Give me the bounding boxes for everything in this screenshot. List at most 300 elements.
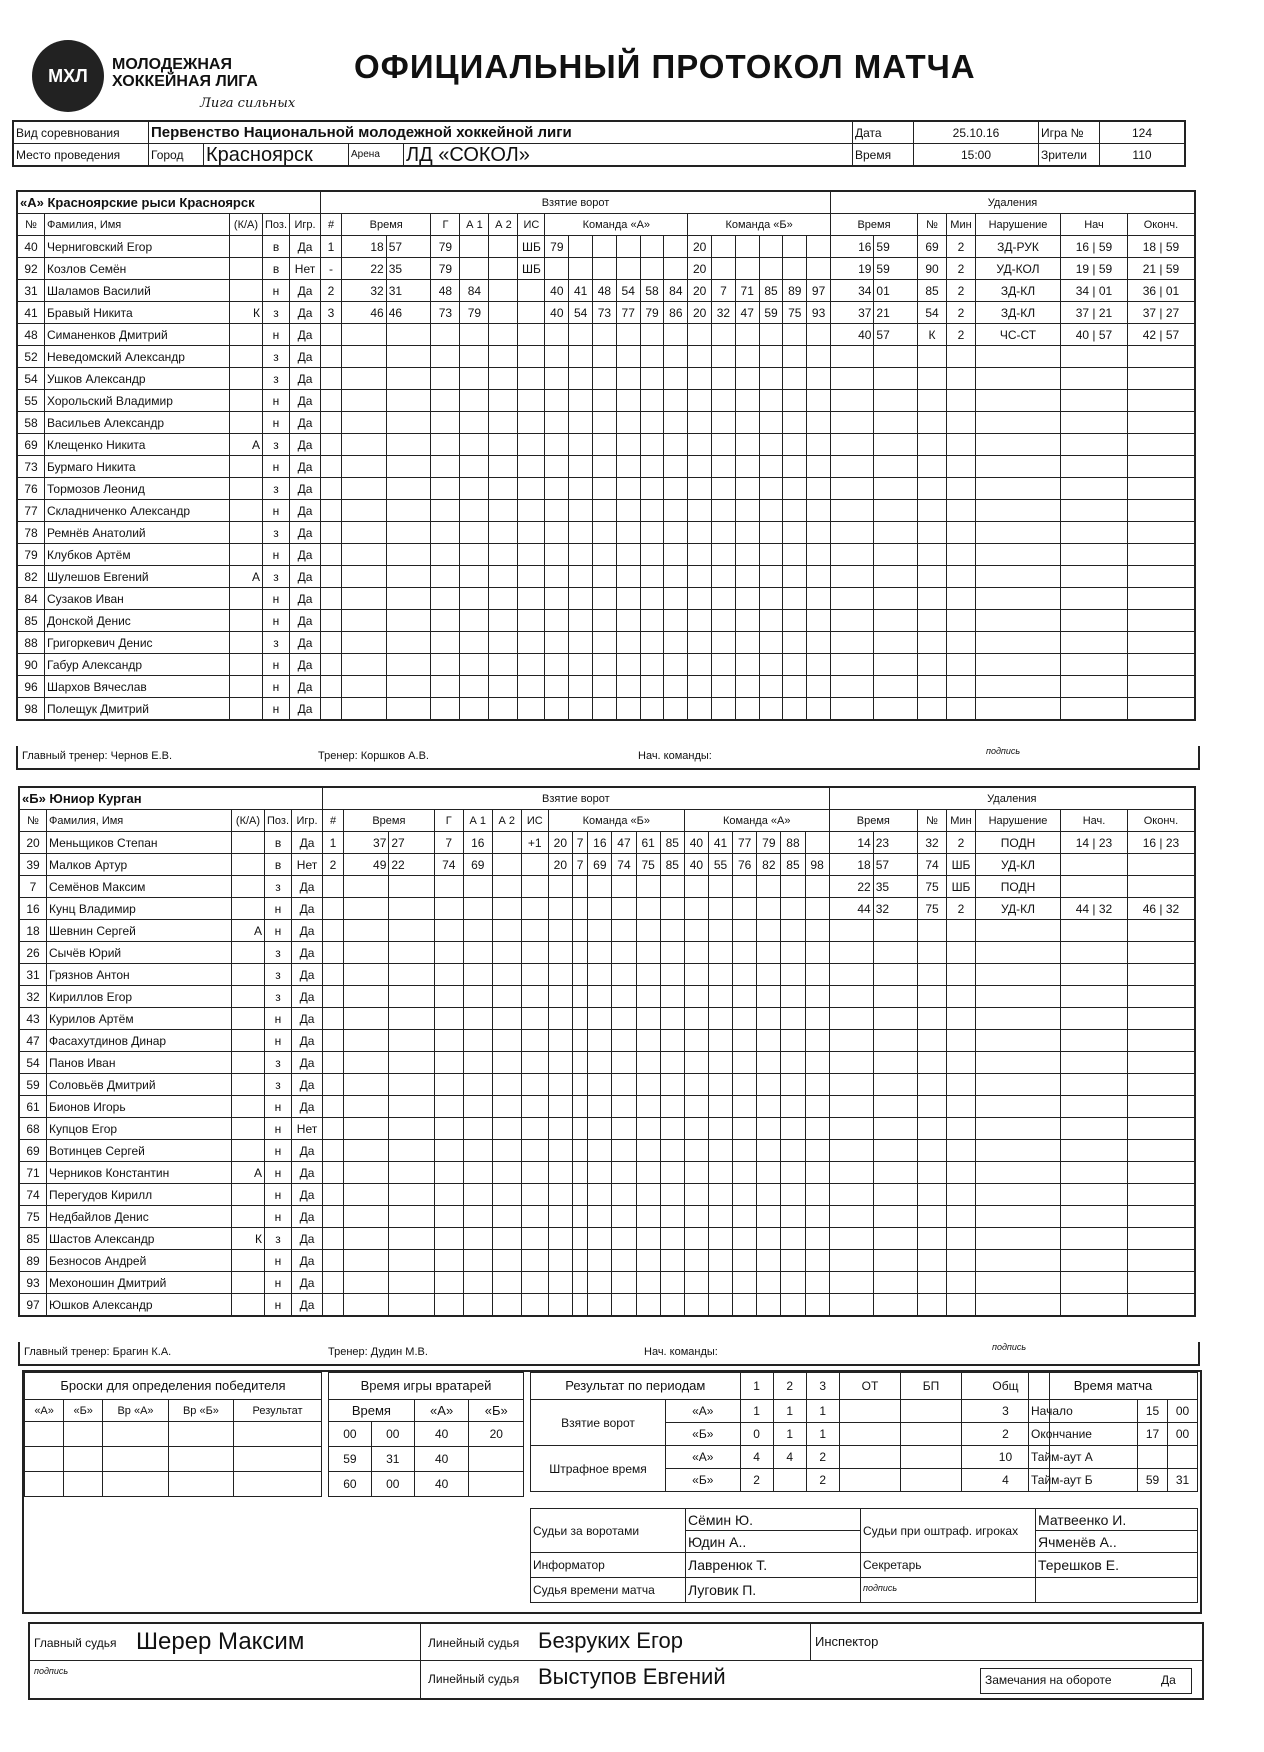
- team-b-goal-num: 1: [323, 832, 344, 854]
- team-a-pen-min: [831, 346, 874, 368]
- team-a-player-row: [17, 632, 1195, 654]
- team-a-goal-scorer: 79: [431, 258, 460, 280]
- team-b-pen-end: [1128, 1118, 1196, 1140]
- period-label-goals: Взятие ворот: [531, 1400, 666, 1446]
- team-b-goal-assist2: [492, 986, 521, 1008]
- team-b-pen-min: [829, 1140, 873, 1162]
- team-a-on-ice-cell: 32: [712, 302, 736, 324]
- team-b-player-played: Нет: [292, 1118, 323, 1140]
- team-b-pen-player: [918, 942, 947, 964]
- team-a-on-ice-cell: [688, 610, 712, 632]
- team-a-player-name: Шаламов Василий: [45, 280, 230, 302]
- team-b-on-ice-cell: [684, 1140, 708, 1162]
- team-b-pen-min: [829, 1184, 873, 1206]
- team-b-goal-assist1: [463, 898, 492, 920]
- team-a-player-role: [230, 632, 263, 654]
- team-b-pen-min: 14: [829, 832, 873, 854]
- team-a-on-ice-cell: [616, 390, 640, 412]
- team-b-goal-min: [344, 1008, 389, 1030]
- team-a-player-role: А: [230, 434, 263, 456]
- team-b-on-ice-cell: [781, 986, 805, 1008]
- team-a-on-ice-cell: [616, 588, 640, 610]
- team-a-goal-situation: [518, 434, 545, 456]
- team-a-on-ice-cell: [616, 478, 640, 500]
- team-b-on-ice-cell: [572, 1162, 587, 1184]
- team-a-player-played: Да: [290, 566, 321, 588]
- team-a-on-ice-cell: [712, 544, 736, 566]
- team-b-pen-start: [1061, 876, 1128, 898]
- team-b-on-ice-cell: [548, 942, 572, 964]
- team-a-on-ice-cell: [640, 368, 664, 390]
- team-a-player-number: 98: [17, 698, 45, 721]
- team-b-player-played: Да: [292, 898, 323, 920]
- team-a-on-ice-cell: [712, 588, 736, 610]
- team-b-player-played: Да: [292, 942, 323, 964]
- team-b-pen-player: [918, 1228, 947, 1250]
- team-a-pen-end: 18 | 59: [1128, 236, 1196, 258]
- team-b-coach: Дудин М.В.: [370, 1346, 428, 1358]
- goalie-time-table: Время игры вратарей Время «А» «Б» 00 00 40 20 59 31 40 60 00 40: [328, 1372, 524, 1497]
- team-b-pen-violation: [976, 1052, 1061, 1074]
- team-b-on-ice-cell: [548, 1008, 572, 1030]
- team-b-player-role: [232, 898, 265, 920]
- team-b-on-ice-cell: [588, 1250, 612, 1272]
- team-a-goal-assist1: [460, 346, 489, 368]
- team-a-on-ice-cell: [688, 676, 712, 698]
- team-b-goal-sec: [389, 1294, 434, 1317]
- team-a-goal-situation: [518, 544, 545, 566]
- team-a-on-ice-cell: [593, 478, 617, 500]
- team-a-player-row: [17, 324, 1195, 346]
- team-b-player-position: з: [265, 1228, 292, 1250]
- team-b-on-ice-cell: [548, 876, 572, 898]
- team-a-pen-min: [831, 566, 874, 588]
- team-a-pen-player: [918, 610, 947, 632]
- team-a-goal-num: -: [321, 258, 342, 280]
- team-a-on-ice-cell: [783, 522, 807, 544]
- match-time-table: Время матча Начало 15 00 Окончание 17 00 Тайм-аут А Тайм-аут Б 59 31: [1028, 1372, 1198, 1492]
- team-a-pen-end: [1128, 390, 1196, 412]
- team-a-on-ice-cell: [735, 390, 759, 412]
- team-b-on-ice-cell: [805, 920, 829, 942]
- match-time-sec: 00: [1168, 1423, 1198, 1446]
- team-b-on-ice-cell: [733, 898, 757, 920]
- team-b-goal-scorer: [434, 920, 463, 942]
- team-b-on-ice-cell: [733, 964, 757, 986]
- team-b-player-name: Черников Константин: [47, 1162, 232, 1184]
- team-a-goal-situation: [518, 390, 545, 412]
- match-time-label: Тайм-аут А: [1029, 1446, 1138, 1469]
- team-a-pen-start: [1061, 412, 1128, 434]
- team-b-goal-assist2: [492, 1184, 521, 1206]
- team-b-player-role: [232, 1052, 265, 1074]
- team-a-on-ice-cell: [783, 676, 807, 698]
- team-a-pen-sec: [874, 500, 918, 522]
- team-a-pen-sec: 57: [874, 324, 918, 346]
- match-time-label: Тайм-аут Б: [1029, 1469, 1138, 1492]
- team-b-goal-min: [344, 1294, 389, 1317]
- team-b-goal-assist1: [463, 1162, 492, 1184]
- team-b-on-ice-cell: [548, 1184, 572, 1206]
- team-a-pen-end: [1128, 412, 1196, 434]
- team-b-on-ice-cell: [805, 1052, 829, 1074]
- team-b-player-played: Да: [292, 1184, 323, 1206]
- team-a-player-played: Да: [290, 412, 321, 434]
- team-a-player-played: Да: [290, 456, 321, 478]
- team-b-on-ice-cell: [636, 876, 660, 898]
- team-a-on-ice-cell: [688, 324, 712, 346]
- team-a-on-ice-cell: [664, 610, 688, 632]
- team-a-goal-assist2: [489, 500, 518, 522]
- team-b-pen-minutes: [947, 1162, 976, 1184]
- team-a-player-role: А: [230, 566, 263, 588]
- team-b-on-ice-cell: [572, 876, 587, 898]
- team-a-pen-player: [918, 478, 947, 500]
- team-b-player-played: Да: [292, 1250, 323, 1272]
- team-a-player-row: [17, 434, 1195, 456]
- team-b-on-ice-cell: [781, 898, 805, 920]
- team-a-goal-situation: ШБ: [518, 258, 545, 280]
- team-b-pen-minutes: [947, 920, 976, 942]
- team-a-pen-player: [918, 456, 947, 478]
- team-a-player-position: з: [263, 434, 290, 456]
- team-b-on-ice-cell: [781, 1008, 805, 1030]
- team-b-on-ice-cell: [781, 1250, 805, 1272]
- team-b-goal-sec: [389, 1140, 434, 1162]
- team-b-player-position: з: [265, 1074, 292, 1096]
- team-b-goal-sec: [389, 1008, 434, 1030]
- team-b-pen-violation: [976, 1228, 1061, 1250]
- team-b-on-ice-cell: [588, 1184, 612, 1206]
- team-b-pen-player: [918, 1162, 947, 1184]
- team-a-pen-end: 21 | 59: [1128, 258, 1196, 280]
- team-a-pen-start: 34 | 01: [1061, 280, 1128, 302]
- team-a-goal-sec: 35: [386, 258, 431, 280]
- team-b-goal-assist1: 16: [463, 832, 492, 854]
- team-b-player-name: Панов Иван: [47, 1052, 232, 1074]
- team-a-pen-sec: [874, 566, 918, 588]
- team-a-goal-assist2: [489, 302, 518, 324]
- team-a-goal-scorer: [431, 588, 460, 610]
- team-a-goal-situation: [518, 346, 545, 368]
- team-b-pen-start: [1061, 1184, 1128, 1206]
- period-team: «А»: [666, 1446, 741, 1469]
- team-a-goal-sec: [386, 566, 431, 588]
- team-b-on-ice-cell: [588, 1228, 612, 1250]
- league-logo: [32, 40, 104, 112]
- team-a-player-role: [230, 478, 263, 500]
- team-a-pen-min: [831, 632, 874, 654]
- team-a-goal-sec: 31: [386, 280, 431, 302]
- team-b-on-ice-cell: [805, 876, 829, 898]
- team-a-goal-situation: [518, 654, 545, 676]
- match-time-row: [1029, 1446, 1198, 1469]
- team-b-on-ice-cell: [805, 1294, 829, 1317]
- team-a-on-ice-cell: [759, 236, 783, 258]
- team-b-on-ice-cell: [733, 1294, 757, 1317]
- team-a-on-ice-cell: [783, 236, 807, 258]
- team-a-pen-start: [1061, 588, 1128, 610]
- team-b-player-played: Да: [292, 876, 323, 898]
- team-b-player-role: [232, 1184, 265, 1206]
- team-b-pen-sec: [873, 1228, 917, 1250]
- team-b-pen-min: [829, 1030, 873, 1052]
- team-b-pen-min: [829, 1294, 873, 1317]
- team-b-on-ice-cell: [612, 1162, 636, 1184]
- team-a-on-ice-cell: [783, 412, 807, 434]
- team-b-goal-assist1: [463, 1052, 492, 1074]
- period-label-pim: Штрафное время: [531, 1446, 666, 1492]
- team-a-goal-assist2: [489, 280, 518, 302]
- team-b-player-row: [19, 876, 1195, 898]
- team-a-on-ice-cell: [616, 610, 640, 632]
- team-b-goal-situation: [521, 986, 548, 1008]
- team-a-goal-assist2: [489, 456, 518, 478]
- team-a-on-ice-cell: [735, 434, 759, 456]
- team-a-on-ice-cell: 20: [688, 302, 712, 324]
- team-a-on-ice-cell: [640, 390, 664, 412]
- team-a-on-ice-cell: [664, 522, 688, 544]
- team-b-on-ice-cell: [708, 1250, 732, 1272]
- team-a-on-ice-cell: [688, 346, 712, 368]
- team-b-on-ice-cell: 47: [612, 832, 636, 854]
- team-a-goal-assist1: [460, 698, 489, 721]
- team-b-pen-min: [829, 964, 873, 986]
- team-a-pen-sec: 59: [874, 258, 918, 280]
- team-b-player-number: 69: [19, 1140, 47, 1162]
- team-a-on-ice-cell: [688, 390, 712, 412]
- team-a-goal-min: [342, 698, 387, 721]
- team-b-on-ice-cell: [805, 832, 829, 854]
- team-a-pen-player: [918, 566, 947, 588]
- team-a-on-ice-cell: [807, 478, 831, 500]
- team-b-goal-num: [323, 964, 344, 986]
- team-a-pen-start: [1061, 368, 1128, 390]
- team-a-on-ice-cell: [712, 522, 736, 544]
- team-a-on-ice-cell: [593, 610, 617, 632]
- team-b-on-ice-cell: 75: [636, 854, 660, 876]
- team-a-on-ice-cell: 20: [688, 258, 712, 280]
- team-a-player-played: Да: [290, 500, 321, 522]
- team-a-player-row: [17, 522, 1195, 544]
- team-a-on-ice-cell: 97: [807, 280, 831, 302]
- team-b-on-ice-cell: [684, 1250, 708, 1272]
- team-b-on-ice-cell: [805, 986, 829, 1008]
- team-b-player-role: [232, 832, 265, 854]
- team-a-pen-end: [1128, 654, 1196, 676]
- team-b-on-ice-cell: 74: [612, 854, 636, 876]
- team-a-on-ice-cell: [735, 478, 759, 500]
- team-b-on-ice-cell: [660, 1228, 684, 1250]
- team-b-player-played: Да: [292, 1228, 323, 1250]
- team-b-goal-situation: [521, 1272, 548, 1294]
- team-a-player-row: [17, 456, 1195, 478]
- team-b-pen-minutes: 2: [947, 898, 976, 920]
- period-value: 10: [961, 1446, 1049, 1469]
- team-b-pen-end: [1128, 1140, 1196, 1162]
- team-a-on-ice-cell: [545, 412, 569, 434]
- team-b-player-number: 7: [19, 876, 47, 898]
- team-a-goal-sec: [386, 324, 431, 346]
- period-value: [839, 1469, 900, 1492]
- team-b-on-ice-cell: [708, 898, 732, 920]
- team-a-on-ice-cell: [735, 522, 759, 544]
- team-a-on-ice-cell: [664, 434, 688, 456]
- team-b-goal-min: [344, 876, 389, 898]
- team-a-player-role: [230, 456, 263, 478]
- team-a-pen-minutes: [947, 632, 976, 654]
- team-a-goal-num: [321, 544, 342, 566]
- team-a-goal-scorer: [431, 654, 460, 676]
- team-a-goal-num: [321, 566, 342, 588]
- team-a-pen-minutes: [947, 654, 976, 676]
- team-b-goal-num: [323, 1052, 344, 1074]
- team-b-on-ice-cell: [757, 1118, 781, 1140]
- team-b-on-ice-cell: [757, 942, 781, 964]
- team-b-goal-assist2: [492, 1052, 521, 1074]
- team-b-player-name: Перегудов Кирилл: [47, 1184, 232, 1206]
- team-a-goal-num: [321, 478, 342, 500]
- team-a-on-ice-cell: [569, 324, 593, 346]
- team-b-pen-sec: [873, 920, 917, 942]
- team-a-pen-violation: [976, 456, 1061, 478]
- team-b-goal-situation: [521, 964, 548, 986]
- team-a-pen-player: [918, 632, 947, 654]
- remarks-box: Замечания на обороте Да: [980, 1668, 1192, 1694]
- team-b-on-ice-cell: [708, 1052, 732, 1074]
- team-a-on-ice-cell: [545, 544, 569, 566]
- team-a-player-name: Хорольский Владимир: [45, 390, 230, 412]
- team-b-goal-min: [344, 1074, 389, 1096]
- team-b-goal-min: [344, 1030, 389, 1052]
- team-b-player-role: К: [232, 1228, 265, 1250]
- team-a-pen-start: 40 | 57: [1061, 324, 1128, 346]
- team-b-player-position: з: [265, 986, 292, 1008]
- team-b-goal-assist2: [492, 854, 521, 876]
- team-b-on-ice-cell: [805, 1272, 829, 1294]
- team-b-pen-sec: 35: [873, 876, 917, 898]
- team-b-player-number: 93: [19, 1272, 47, 1294]
- team-a-on-ice-cell: [640, 236, 664, 258]
- team-b-pen-min: [829, 1250, 873, 1272]
- team-b-on-ice-cell: [805, 898, 829, 920]
- team-a-pen-player: 69: [918, 236, 947, 258]
- team-a-pen-min: [831, 654, 874, 676]
- team-b-on-ice-cell: [612, 1008, 636, 1030]
- team-a-on-ice-cell: [712, 390, 736, 412]
- team-a-goal-sec: [386, 412, 431, 434]
- period-value: 1: [740, 1400, 773, 1423]
- team-a-pen-end: [1128, 632, 1196, 654]
- team-a-on-ice-cell: [569, 236, 593, 258]
- team-b-player-number: 97: [19, 1294, 47, 1317]
- team-b-goal-situation: [521, 1294, 548, 1317]
- team-a-on-ice-cell: [807, 588, 831, 610]
- team-b-on-ice-cell: [684, 876, 708, 898]
- team-a-on-ice-cell: 73: [593, 302, 617, 324]
- team-a-goal-assist2: [489, 676, 518, 698]
- team-b-on-ice-cell: 20: [548, 832, 572, 854]
- team-a-goal-assist1: 79: [460, 302, 489, 324]
- team-b-pen-player: [918, 964, 947, 986]
- team-a-on-ice-cell: 48: [593, 280, 617, 302]
- team-b-on-ice-cell: [781, 1206, 805, 1228]
- team-b-on-ice-cell: [572, 1030, 587, 1052]
- team-a-goal-scorer: [431, 478, 460, 500]
- team-a-on-ice-cell: [783, 346, 807, 368]
- team-a-on-ice-cell: [640, 412, 664, 434]
- team-a-title: «А» Красноярские рыси Красноярск: [17, 191, 321, 214]
- team-a-pen-min: [831, 390, 874, 412]
- team-b-pen-min: 44: [829, 898, 873, 920]
- team-b-player-number: 43: [19, 1008, 47, 1030]
- team-b-player-position: н: [265, 1030, 292, 1052]
- team-b-player-row: [19, 1272, 1195, 1294]
- team-b-goal-sec: [389, 1118, 434, 1140]
- team-a-on-ice-cell: [712, 412, 736, 434]
- team-b-on-ice-cell: [636, 898, 660, 920]
- team-b-goal-sec: [389, 898, 434, 920]
- team-a-goal-scorer: [431, 412, 460, 434]
- team-b-on-ice-cell: [660, 1074, 684, 1096]
- team-b-on-ice-cell: [636, 1052, 660, 1074]
- team-b-on-ice-cell: [757, 1140, 781, 1162]
- team-b-on-ice-cell: 85: [781, 854, 805, 876]
- team-a-player-row: [17, 610, 1195, 632]
- team-a-on-ice-cell: [545, 610, 569, 632]
- team-b-goal-situation: [521, 1008, 548, 1030]
- team-a-player-number: 58: [17, 412, 45, 434]
- team-a-goal-min: [342, 654, 387, 676]
- team-a-goal-sec: [386, 676, 431, 698]
- team-a-on-ice-cell: [569, 434, 593, 456]
- team-b-pen-sec: [873, 1030, 917, 1052]
- match-time-min: 59: [1138, 1469, 1168, 1492]
- period-value: 2: [961, 1423, 1049, 1446]
- team-b-on-ice-cell: [660, 1140, 684, 1162]
- team-b-player-role: [232, 876, 265, 898]
- team-b-pen-player: [918, 1096, 947, 1118]
- team-a-on-ice-cell: 20: [688, 280, 712, 302]
- period-value: [839, 1446, 900, 1469]
- team-a-goal-min: [342, 346, 387, 368]
- team-b-on-ice-cell: [733, 1272, 757, 1294]
- team-a-pen-violation: [976, 412, 1061, 434]
- team-b-goal-situation: [521, 1074, 548, 1096]
- team-b-on-ice-cell: [636, 1140, 660, 1162]
- goalie-b: [469, 1472, 524, 1497]
- team-a-goal-scorer: [431, 698, 460, 721]
- team-a-on-ice-cell: 40: [545, 302, 569, 324]
- team-b-on-ice-cell: [708, 1074, 732, 1096]
- team-b-pen-violation: [976, 942, 1061, 964]
- team-b-goal-situation: [521, 1052, 548, 1074]
- team-a-player-played: Да: [290, 324, 321, 346]
- team-b-pen-min: [829, 1118, 873, 1140]
- team-b-pen-start: [1061, 854, 1128, 876]
- team-a-goal-assist2: [489, 654, 518, 676]
- team-b-on-ice-cell: [733, 1184, 757, 1206]
- team-b-on-ice-cell: [588, 1162, 612, 1184]
- team-a-goal-min: [342, 632, 387, 654]
- team-b-goal-scorer: [434, 964, 463, 986]
- team-a-on-ice-cell: [569, 544, 593, 566]
- team-a-on-ice-cell: [759, 390, 783, 412]
- team-a-pen-end: [1128, 346, 1196, 368]
- team-b-on-ice-cell: 61: [636, 832, 660, 854]
- team-b-on-ice-cell: [684, 964, 708, 986]
- team-b-goal-min: [344, 1228, 389, 1250]
